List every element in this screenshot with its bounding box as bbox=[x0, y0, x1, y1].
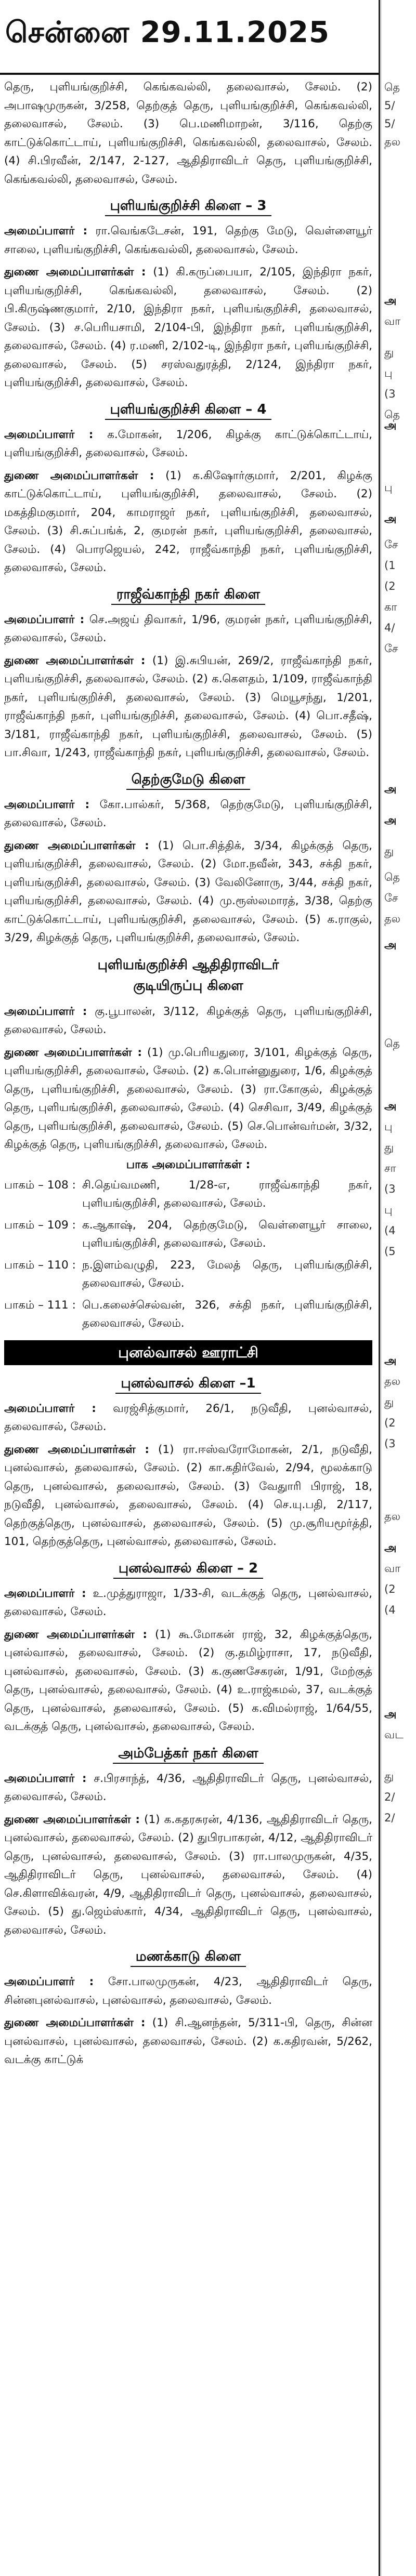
section-heading: ராஜீவ்காந்தி நகர் கிளை bbox=[4, 585, 372, 604]
strip-text-fragment: தெ bbox=[384, 1037, 400, 1050]
organiser-paragraph: அமைப்பாளர் : ச.பிரசாந்த், 4/36, ஆதிதிராவிடர் தெரு, புனல்வாசல், தலைவாசல், சேலம். bbox=[4, 1772, 372, 1803]
strip-text-fragment: வட bbox=[384, 1728, 404, 1741]
strip-text-fragment: (3 bbox=[384, 1437, 396, 1450]
strip-text-fragment: வா bbox=[384, 315, 401, 327]
booth-row: பாகம் – 108 : சி.தெய்வமணி, 1/28-எ, ராஜீவ்காந்தி நகர், புளியங்குறிச்சி, தலைவாசல், சேலம். bbox=[4, 1178, 372, 1210]
section-heading: தெற்குமேடு கிளை bbox=[4, 770, 372, 789]
deputy-organisers-paragraph: துணை அமைப்பாளர்கள் : (1) இ.சுபியன், 269/2, ராஜீவ்காந்தி நகர், புளியங்குறிச்சி, தலைவாசல், சேலம். (2) க.கௌதம், 1/109, ராஜீவ்காந்தி நகர், புளியங்குறிச்சி, தலைவாசல், சேலம். (3) மெயூசந்து, 1/201, ராஜீவ்காந்தி நகர், புளியங்குறிச்சி, தலைவாசல், சேலம். (4) பொ.சதீஷ், 3/181, ராஜீவ்காந்தி நகர், புளியங்குறிச்சி, தலைவாசல், சேலம். (5) பா.சிவா, 1/243, ராஜீவ்காந்தி நகர், புளியங்குறிச்சி, தலைவாசல், சேலம். bbox=[4, 654, 372, 759]
strip-text-fragment: அ bbox=[384, 1354, 397, 1367]
main-column bbox=[0, 78, 375, 2572]
booth-organisers-heading: பாக அமைப்பாளர்கள் : bbox=[126, 1158, 251, 1171]
organiser-paragraph: அமைப்பாளர் : ரா.வெங்கடேசன், 191, தெற்கு மேடு, வெள்ளையூர் சாலை, புளியங்குறிச்சி, கெங்கவல்லி, தலைவாசல், சேலம். bbox=[4, 224, 372, 256]
column-divider bbox=[379, 0, 380, 2576]
strip-text-fragment: பு bbox=[384, 1120, 393, 1133]
strip-text-fragment: அ bbox=[384, 814, 397, 826]
strip-text-fragment: அ bbox=[384, 939, 397, 951]
strip-text-fragment: (3 bbox=[384, 1183, 396, 1195]
section-heading: மணக்காடு கிளை bbox=[4, 1947, 372, 1966]
strip-text-fragment: தெ bbox=[384, 408, 400, 421]
strip-text-fragment: அ bbox=[384, 1541, 397, 1554]
strip-text-fragment: சா bbox=[384, 1162, 396, 1174]
strip-text-fragment: பு bbox=[384, 1204, 393, 1216]
strip-text-fragment: தல bbox=[384, 1375, 401, 1388]
organiser-paragraph: அமைப்பாளர் : வரஜ்சித்குமார், 26/1, நடுவீதி, புனல்வாசல், தலைவாசல், சேலம். bbox=[4, 1402, 372, 1433]
organiser-paragraph: அமைப்பாளர் : க.மோகன், 1/206, கிழக்கு காட்டுக்கொட்டாய், புளியங்குறிச்சி, தலைவாசல், சேலம். bbox=[4, 428, 372, 459]
section-heading: அம்பேத்கர் நகர் கிளை bbox=[4, 1743, 372, 1763]
strip-text-fragment: (3 bbox=[384, 388, 396, 400]
strip-text-fragment: தல bbox=[384, 1510, 401, 1523]
strip-text-fragment: சே bbox=[384, 642, 398, 655]
strip-text-fragment: அ bbox=[384, 512, 397, 525]
deputy-organisers-paragraph: துணை அமைப்பாளர்கள் : (1) கி.கருப்பையா, 2/105, இந்திரா நகர், புளியங்குறிச்சி, கெங்கவல்லி, தலைவாசல், சேலம். (2) பி.கிருஷ்ணகுமார், 2/10, இந்திரா நகர், புளியங்குறிச்சி, தலைவாசல், சேலம். (3) ச.பெரியசாமி, 2/104-பி, இந்திரா நகர், புளியங்குறிச்சி, தலைவாசல், சேலம். (4) ர.மணி, 2/102-டி, இந்திரா நகர், புளியங்குறிச்சி, தலைவாசல், சேலம். (5) சரஸ்வதுரத்தி, 2/124, இந்திரா நகர், புளியங்குறிச்சி, தலைவாசல், சேலம். bbox=[4, 266, 372, 389]
strip-text-fragment: பு bbox=[384, 481, 393, 494]
section-heading: புளியங்குறிச்சி கிளை – 4 bbox=[4, 400, 372, 419]
deputy-organisers-paragraph: துணை அமைப்பாளர்கள் : (1) ரா.ஈஸ்வரோமோகன், 2/1, நடுவீதி, புனல்வாசல், தலைவாசல், சேலம். (2) கா.கதிர்வேல், 2/94, மூலக்காடு தெரு, புனல்வாசல், தலைவாசல், சேலம். (3) வேதுாரி பிராஜ், 18, நடுவீதி, புனல்வாசல், தலைவாசல், சேலம். (4) செ.யு.பதி, 2/117, தெற்குத்தெரு, புனல்வாசல், தலைவாசல், சேலம். (5) மு.சூரியமூர்த்தி, 101, தெற்குத்தெரு, புனல்வாசல், தலைவாசல், சேலம். bbox=[4, 1443, 372, 1548]
strip-text-fragment: அ bbox=[384, 1100, 397, 1112]
organiser-paragraph: அமைப்பாளர் : சோ.பாலமுருகன், 4/23, ஆதிதிராவிடர் தெரு, சின்னபுனல்வாசல், புனல்வாசல், தலைவாசல், சேலம். bbox=[4, 1975, 372, 2007]
strip-text-fragment: து bbox=[384, 1396, 394, 1408]
strip-text-fragment: பு bbox=[384, 367, 393, 379]
strip-text-fragment: து bbox=[384, 1141, 394, 1154]
organiser-paragraph: அமைப்பாளர் : கோ.பால்கர், 5/368, தெற்குமேடு, புளியங்குறிச்சி, தலைவாசல், சேலம். bbox=[4, 798, 372, 829]
booth-row: பாகம் – 111 : பெ.கலைச்செல்வன், 326, சக்தி நகர், புளியங்குறிச்சி, தலைவாசல், சேலம். bbox=[4, 1298, 372, 1330]
strip-text-fragment: 4/ bbox=[384, 622, 395, 634]
strip-text-fragment: அ bbox=[384, 1708, 397, 1720]
strip-text-fragment: அ bbox=[384, 419, 397, 431]
strip-text-fragment: து bbox=[384, 346, 394, 359]
strip-text-fragment: து bbox=[384, 845, 394, 857]
strip-text-fragment: (2 bbox=[384, 1417, 396, 1429]
strip-text-fragment: தல bbox=[384, 136, 401, 148]
strip-text-fragment: 2/ bbox=[384, 1812, 395, 1824]
booth-row: பாகம் – 109 : க.ஆகாஷ், 204, தெற்குமேடு, வெள்ளையூர் சாலை, புளியங்குறிச்சி, தலைவாசல், சேலம். bbox=[4, 1218, 372, 1250]
masthead bbox=[0, 0, 380, 75]
strip-text-fragment: 5/ bbox=[384, 117, 395, 130]
organiser-paragraph: அமைப்பாளர் : கு.பூபாலன், 3/112, கிழக்குத் தெரு, புளியங்குறிச்சி, தலைவாசல், சேலம். bbox=[4, 1005, 372, 1036]
deputy-organisers-paragraph: துணை அமைப்பாளர்கள் : (1) மு.பெரியதுரை, 3/101, கிழக்குத் தெரு, புளியங்குறிச்சி, தலைவாசல், சேலம். (2) க.பொன்னுதுரை, 1/6, கிழக்குத் தெரு, புளியங்குறிச்சி, தலைவாசல், சேலம். (3) ரா.கோகுல், கிழக்குத் தெரு, புளியங்குறிச்சி, தலைவாசல், சேலம். (4) செசிவா, 3/49, கிழக்குத் தெரு, புளியங்குறிச்சி, தலைவாசல், சேலம். (5) செ.பொன்வர்மன், 3/32, கிழக்குத் தெரு, புளியங்குறிச்சி, தலைவாசல், சேலம். bbox=[4, 1046, 372, 1151]
date-line: சென்னை 29.11.2025 bbox=[5, 16, 330, 49]
strip-text-fragment: (4 bbox=[384, 1224, 396, 1237]
strip-text-fragment: (4 bbox=[384, 1604, 396, 1616]
strip-text-fragment: தெ bbox=[384, 871, 400, 883]
deputy-organisers-paragraph: துணை அமைப்பாளர்கள் : (1) சி.ஆனந்தன், 5/311-பி, தெரு, சின்ன புனல்வாசல், புனல்வாசல், தலைவாசல், சேலம். (2) க.கதிரவன், 5/262, வடக்கு காட்டுக் bbox=[4, 2016, 372, 2066]
deputy-organisers-paragraph: துணை அமைப்பாளர்கள் : (1) கூ.மோகன் ராஜ், 32, கிழக்குத்தெரு, புனல்வாசல், தலைவாசல், சேலம். (2) கு.தமிழ்ராசா, 17, நடுவீதி, புனல்வாசல், தலைவாசல், சேலம். (3) க.குணசேகரன், 1/91, மேற்குத் தெரு, புனல்வாசல், தலைவாசல், சேலம். (4) உ.ராஜ்கமல், 37, வடக்குத் தெரு, புனல்வாசல், தலைவாசல், சேலம். (5) க.விமல்ராஜ், 1/64/55, வடக்குத் தெரு, புனல்வாசல், தலைவாசல், சேலம். bbox=[4, 1628, 372, 1733]
intro-paragraph: தெரு, புளியங்குறிச்சி, கெங்கவல்லி, தலைவாசல், சேலம். (2) அபாஷமுருகன், 3/258, தெற்குத் தெரு, புளியங்குறிச்சி, கெங்கவல்லி, தலைவாசல், சேலம். (3) பெ.மணிமாறன், 3/116, தெற்கு காட்டுக்கொட்டாய், புளியங்குறிச்சி, கெங்கவல்லி, தலைவாசல், சேலம். (4) சி.பிரவீன், 2/147, 2-127, ஆதிதிராவிடர் தெரு, புளியங்குறிச்சி, கெங்கவல்லி, தலைவாசல், சேலம். bbox=[4, 81, 372, 186]
strip-text-fragment: (2 bbox=[384, 580, 396, 592]
strip-text-fragment: து bbox=[384, 1770, 394, 1782]
strip-text-fragment: 5/ bbox=[384, 99, 395, 112]
deputy-organisers-paragraph: துணை அமைப்பாளர்கள் : (1) பொ.சித்திக், 3/34, கிழக்குத் தெரு, புளியங்குறிச்சி, தலைவாசல், சேலம். (2) மோ.நவீன், 343, சக்தி நகர், புளியங்குறிச்சி, தலைவாசல், சேலம். (3) வேலினோரு, 3/44, சக்தி நகர், புளியங்குறிச்சி, தலைவாசல், சேலம். (4) மு.ரூஸ்லமாரத், 3/38, தெற்கு காட்டுக்கொட்டாய், புளியங்குறிச்சி, தலைவாசல், சேலம். (5) க.ராகுல், 3/29, கிழக்குத் தெரு, புளியங்குறிச்சி, தலைவாசல், சேலம். bbox=[4, 839, 372, 944]
strip-text-fragment: சே bbox=[384, 538, 398, 551]
adjacent-column-strip bbox=[381, 0, 416, 2576]
booth-row: பாகம் – 110 : ந.இளம்வழுதி, 223, மேலத் தெரு, புளியங்குறிச்சி, தலைவாசல், சேலம். bbox=[4, 1258, 372, 1290]
strip-text-fragment: சே bbox=[384, 892, 398, 904]
organiser-paragraph: அமைப்பாளர் : உ.முத்துராஜா, 1/33-சி, வடக்குத் தெரு, புனல்வாசல், தலைவாசல், சேலம். bbox=[4, 1587, 372, 1618]
strip-text-fragment: அ bbox=[384, 294, 397, 307]
organiser-paragraph: அமைப்பாளர் : செ.அஜய் திவாகர், 1/96, குமரன் நகர், புளியங்குறிச்சி, தலைவாசல், சேலம். bbox=[4, 613, 372, 644]
section-heading: புளியங்குறிச்சி கிளை – 3 bbox=[4, 196, 372, 216]
strip-text-fragment: அ bbox=[384, 783, 397, 795]
strip-text-fragment: கா bbox=[384, 601, 397, 613]
section-heading: புனல்வாசல் கிளை –1 bbox=[4, 1373, 372, 1393]
deputy-organisers-paragraph: துணை அமைப்பாளர்கள் : (1) க.கிஷோர்குமார், 2/201, கிழக்கு காட்டுக்கொட்டாய், புளியங்குறிச்சி, தலைவாசல், சேலம். (2) மகத்திமகுமார், 204, காமராஜர் நகர், புளியங்குறிச்சி, தலைவாசல், சேலம். (3) சி.சுப்பங்க், 2, குமரன் நகர், புளியங்குறிச்சி, தலைவாசல், சேலம். (4) பொரஜெயல், 242, ராஜீவ்காந்தி நகர், புளியங்குறிச்சி, தலைவாசல், சேலம். bbox=[4, 469, 372, 574]
section-heading: புளியங்குறிச்சி ஆதிதிராவிடர் குடியிருப்பு கிளை bbox=[97, 957, 279, 994]
section-heading: புனல்வாசல் கிளை – 2 bbox=[4, 1558, 372, 1578]
strip-text-fragment: 2/ bbox=[384, 1791, 395, 1803]
strip-text-fragment: (2 bbox=[384, 1583, 396, 1595]
panchayat-banner: புனல்வாசல் ஊராட்சி bbox=[4, 1340, 372, 1365]
strip-text-fragment: தெ bbox=[384, 81, 400, 94]
strip-text-fragment: வா bbox=[384, 1562, 401, 1575]
deputy-organisers-paragraph: துணை அமைப்பாளர்கள் : (1) க.கதரசுரன், 4/136, ஆதிதிராவிடர் தெரு, புனல்வாசல், தலைவாசல், சேலம். (2) துபிரபாகரன், 4/12, ஆதிதிராவிடர் தெரு, புனல்வாசல், தலைவாசல், சேலம். (3) ரா.பாலமுருகன், 4/35, ஆதிதிராவிடர் தெரு, புனல்வாசல், தலைவாசல், சேலம். (4) செ.கிளாவிக்வரன், 4/9, ஆதிதிராவிடர் தெரு, புனல்வாசல், தலைவாசல், சேலம். (5) து.ஜெம்ஸ்கார், 4/34, ஆதிதிராவிடர் தெரு, புனல்வாசல், தலைவாசல், சேலம். bbox=[4, 1813, 372, 1937]
strip-text-fragment: (5 bbox=[384, 1245, 396, 1258]
strip-text-fragment: (1 bbox=[384, 559, 396, 572]
strip-text-fragment: தல bbox=[384, 913, 401, 925]
